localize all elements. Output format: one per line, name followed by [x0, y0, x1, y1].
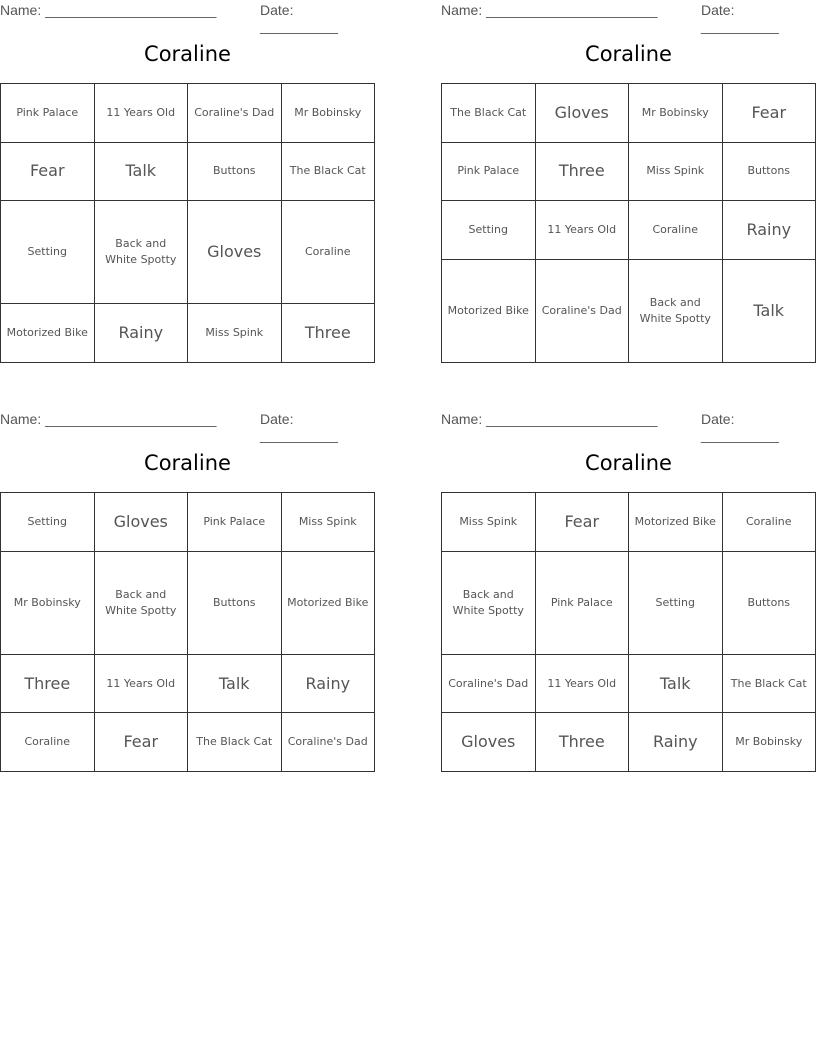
bingo-cell: Motorized Bike	[629, 493, 723, 552]
name-field: Name: ______________________	[0, 411, 217, 427]
card-title: Coraline	[144, 451, 231, 475]
date-field: Date: __________	[701, 2, 779, 34]
bingo-cell: Buttons	[722, 142, 816, 201]
grid-row	[1, 84, 375, 143]
bingo-cell: Talk	[94, 142, 188, 201]
grid-row	[1, 304, 375, 363]
card-title: Coraline	[144, 42, 231, 66]
grid-row	[1, 201, 375, 304]
date-field: Date: __________	[260, 2, 338, 34]
bingo-cell: Miss Spink	[188, 304, 282, 363]
bingo-cell: 11 Years Old	[94, 84, 188, 143]
bingo-cell: Miss Spink	[281, 493, 375, 552]
bingo-cell: Buttons	[188, 551, 282, 654]
bingo-cell: Fear	[94, 713, 188, 772]
card-header	[441, 2, 816, 34]
bingo-cell: 11 Years Old	[94, 654, 188, 713]
bingo-cell: Setting	[629, 551, 723, 654]
grid-row	[442, 551, 816, 654]
grid-row	[442, 654, 816, 713]
grid-row	[442, 84, 816, 143]
bingo-grid	[0, 83, 375, 363]
bingo-cell: Talk	[629, 654, 723, 713]
bingo-cell: Motorized Bike	[281, 551, 375, 654]
bingo-cell: Three	[281, 304, 375, 363]
date-field: Date: __________	[701, 411, 779, 443]
bingo-cell: Back and White Spotty	[94, 551, 188, 654]
grid-row	[1, 654, 375, 713]
grid-row	[442, 142, 816, 201]
bingo-cell: Coraline	[722, 493, 816, 552]
bingo-cell: Setting	[1, 201, 95, 304]
name-field: Name: ______________________	[441, 411, 658, 427]
card-header	[441, 411, 816, 443]
grid-row	[442, 259, 816, 362]
grid-row	[1, 493, 375, 552]
bingo-cell: The Black Cat	[281, 142, 375, 201]
bingo-cell: Talk	[722, 259, 816, 362]
bingo-cell: Coraline	[281, 201, 375, 304]
bingo-cell: Back and White Spotty	[629, 259, 723, 362]
bingo-cell: Coraline	[629, 201, 723, 260]
bingo-grid	[441, 83, 816, 363]
bingo-cell: Gloves	[188, 201, 282, 304]
bingo-cell: Mr Bobinsky	[722, 713, 816, 772]
bingo-cell: Buttons	[188, 142, 282, 201]
card-title: Coraline	[585, 42, 672, 66]
card-title: Coraline	[585, 451, 672, 475]
bingo-grid	[441, 492, 816, 772]
bingo-cell: Coraline's Dad	[535, 259, 629, 362]
bingo-cell: 11 Years Old	[535, 654, 629, 713]
bingo-cell: Three	[535, 713, 629, 772]
bingo-cell: Pink Palace	[188, 493, 282, 552]
bingo-cell: Fear	[535, 493, 629, 552]
bingo-cell: The Black Cat	[722, 654, 816, 713]
bingo-cell: Fear	[722, 84, 816, 143]
bingo-cell: Fear	[1, 142, 95, 201]
bingo-cell: Mr Bobinsky	[1, 551, 95, 654]
date-field: Date: __________	[260, 411, 338, 443]
bingo-cell: The Black Cat	[188, 713, 282, 772]
grid-row	[1, 551, 375, 654]
bingo-cell: Pink Palace	[1, 84, 95, 143]
bingo-cell: Setting	[1, 493, 95, 552]
bingo-cell: Coraline's Dad	[281, 713, 375, 772]
grid-row	[1, 713, 375, 772]
bingo-cell: Gloves	[535, 84, 629, 143]
bingo-cell: Coraline's Dad	[188, 84, 282, 143]
grid-row	[442, 201, 816, 260]
bingo-cell: Setting	[442, 201, 536, 260]
bingo-cell: Back and White Spotty	[442, 551, 536, 654]
bingo-cell: Mr Bobinsky	[629, 84, 723, 143]
bingo-cell: Rainy	[281, 654, 375, 713]
bingo-cell: The Black Cat	[442, 84, 536, 143]
bingo-cell: Pink Palace	[535, 551, 629, 654]
card-header	[0, 2, 375, 34]
card-header	[0, 411, 375, 443]
bingo-cell: Pink Palace	[442, 142, 536, 201]
bingo-cell: Motorized Bike	[442, 259, 536, 362]
bingo-cell: Mr Bobinsky	[281, 84, 375, 143]
bingo-cell: Rainy	[722, 201, 816, 260]
bingo-cell: Coraline	[1, 713, 95, 772]
bingo-cell: Three	[1, 654, 95, 713]
bingo-cell: Coraline's Dad	[442, 654, 536, 713]
bingo-cell: Miss Spink	[442, 493, 536, 552]
grid-row	[442, 713, 816, 772]
bingo-cell: Three	[535, 142, 629, 201]
bingo-cell: Rainy	[94, 304, 188, 363]
bingo-cell: Gloves	[442, 713, 536, 772]
bingo-cell: Talk	[188, 654, 282, 713]
bingo-cell: Buttons	[722, 551, 816, 654]
bingo-cell: Miss Spink	[629, 142, 723, 201]
name-field: Name: ______________________	[0, 2, 217, 18]
bingo-grid	[0, 492, 375, 772]
grid-row	[1, 142, 375, 201]
bingo-cell: Motorized Bike	[1, 304, 95, 363]
name-field: Name: ______________________	[441, 2, 658, 18]
bingo-cell: Back and White Spotty	[94, 201, 188, 304]
bingo-cell: Rainy	[629, 713, 723, 772]
bingo-cell: 11 Years Old	[535, 201, 629, 260]
grid-row	[442, 493, 816, 552]
bingo-cell: Gloves	[94, 493, 188, 552]
